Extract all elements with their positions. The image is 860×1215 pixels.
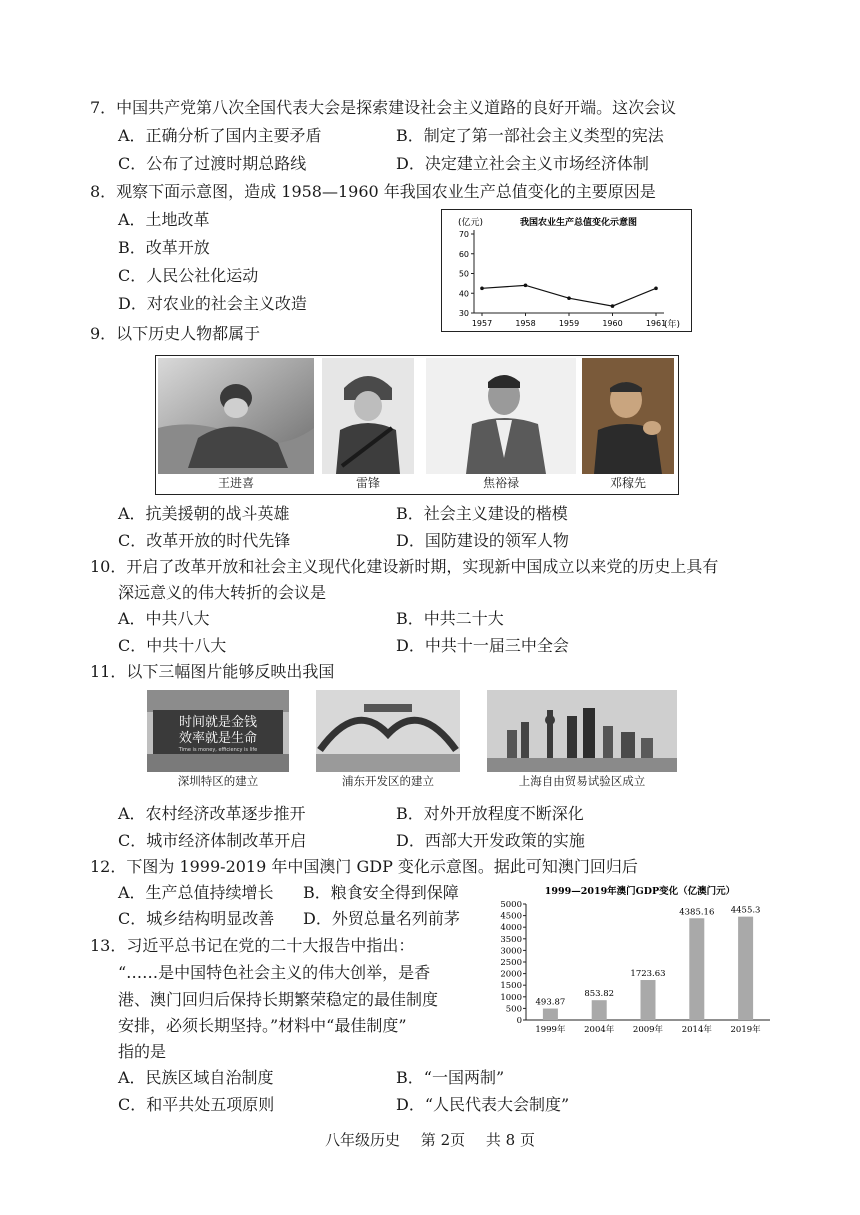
q8-option-d: D．对农业的社会主义改造 <box>118 294 307 313</box>
line-chart-x-tick-label: 1957 <box>471 319 493 328</box>
bar-chart-y-tick-label: 500 <box>505 1004 522 1015</box>
q13-option-d: D．“人民代表大会制度” <box>396 1095 570 1114</box>
q8-option-a: A．土地改革 <box>118 210 210 229</box>
q7-option-a: A．正确分析了国内主要矛盾 <box>118 126 322 145</box>
q12-option-c: C．城乡结构明显改善 <box>118 909 275 928</box>
q10-stem-line2: 深远意义的伟大转折的会议是 <box>118 583 327 602</box>
caption-deng-jiaxian: 邓稼先 <box>609 476 646 490</box>
q9-option-d: D．国防建设的领军人物 <box>396 531 569 550</box>
line-chart-y-tick-label: 40 <box>458 289 469 299</box>
wang-jinxi-photo <box>158 358 314 474</box>
q8-option-b: B．改革开放 <box>118 238 210 257</box>
bar-chart-y-tick-label: 1500 <box>500 981 522 992</box>
line-chart-series-line <box>482 285 656 306</box>
sign-text-line1: 时间就是金钱 <box>178 715 258 730</box>
sign-text-english: Time is money, efficiency is life <box>178 747 258 753</box>
bar-chart-value-label: 853.82 <box>584 989 615 1000</box>
page-footer <box>0 1129 860 1150</box>
bar-chart-y-tick-label: 3500 <box>500 934 522 945</box>
bar-chart-category-label: 2004年 <box>584 1025 615 1035</box>
bar-chart-y-tick-label: 4000 <box>500 923 522 934</box>
q8-stem: 8．观察下面示意图，造成 1958—1960 年我国农业生产总值变化的主要原因是 <box>90 182 656 201</box>
line-chart-y-tick-label: 60 <box>458 249 469 259</box>
bar-chart-category-label: 1999年 <box>535 1025 566 1035</box>
agri-output-chart <box>441 209 692 332</box>
bar-chart-bar <box>689 918 704 1020</box>
bar-chart-y-tick-label: 0 <box>516 1016 522 1026</box>
bar-chart-value-label: 493.87 <box>535 997 566 1008</box>
footer-total-pages: 共 8 页 <box>485 1131 535 1149</box>
line-chart-xlabel: (年) <box>664 320 681 330</box>
bar-chart-category-label: 2014年 <box>681 1025 712 1035</box>
q12-option-d: D．外贸总量名列前茅 <box>303 909 460 928</box>
line-chart-point <box>567 296 571 300</box>
q13-option-a: A．民族区域自治制度 <box>118 1068 274 1087</box>
q9-stem: 9．以下历史人物都属于 <box>90 324 261 343</box>
q13-option-b: B．“一国两制” <box>396 1068 505 1087</box>
sign-text-line2: 效率就是生命 <box>178 731 258 746</box>
line-chart-point <box>524 284 528 288</box>
bar-chart-value-label: 4455.3 <box>730 905 761 916</box>
lei-feng-photo <box>322 358 414 474</box>
q10-option-c: C．中共十八大 <box>118 636 227 655</box>
bar-chart-bar <box>592 1000 607 1020</box>
bar-chart-y-tick-label: 5000 <box>500 900 522 910</box>
caption-shanghai-ftz: 上海自由贸易试验区成立 <box>518 774 646 788</box>
footer-subject: 八年级历史 <box>325 1131 401 1149</box>
q10-option-a: A．中共八大 <box>118 609 210 628</box>
q13-option-c: C．和平共处五项原则 <box>118 1095 275 1114</box>
q13-stem-line4: 安排，必须长期坚持。”材料中“最佳制度” <box>118 1016 407 1035</box>
caption-pudong: 浦东开发区的建立 <box>342 774 434 788</box>
line-chart-point <box>611 304 615 308</box>
line-chart-x-tick-label: 1960 <box>602 319 623 328</box>
line-chart-point <box>654 287 658 291</box>
caption-jiao-yulu: 焦裕禄 <box>482 476 519 490</box>
bar-chart-bar <box>738 917 753 1020</box>
bar-chart-y-tick-label: 2000 <box>500 969 522 980</box>
deng-jiaxian-photo <box>582 358 674 474</box>
line-chart-title: 我国农业生产总值变化示意图 <box>520 218 638 228</box>
q13-stem-line5: 指的是 <box>118 1042 167 1061</box>
bar-chart-title: 1999—2019年澳门GDP变化（亿澳门元） <box>544 886 736 897</box>
footer-page-number: 第 2页 <box>420 1131 466 1149</box>
q13-stem-line3: 港、澳门回归后保持长期繁荣稳定的最佳制度 <box>118 990 439 1009</box>
bar-chart-bar <box>641 980 656 1020</box>
line-chart-x-tick-label: 1959 <box>558 319 580 328</box>
q7-option-d: D．决定建立社会主义市场经济体制 <box>396 154 649 173</box>
jiao-yulu-photo <box>426 358 576 474</box>
pudong-arch-photo <box>316 690 460 772</box>
bar-chart-category-label: 2019年 <box>730 1025 761 1035</box>
q7-option-b: B．制定了第一部社会主义类型的宪法 <box>396 126 664 145</box>
bar-chart-y-tick-label: 4500 <box>500 911 522 922</box>
q13-stem-line2: “……是中国特色社会主义的伟大创举，是香 <box>118 963 431 982</box>
q11-option-c: C．城市经济体制改革开启 <box>118 831 307 850</box>
bar-chart-bar <box>543 1009 558 1020</box>
bar-chart-value-label: 4385.16 <box>679 907 715 918</box>
q10-option-d: D．中共十一届三中全会 <box>396 636 569 655</box>
shenzhen-sign-photo <box>147 690 289 772</box>
line-chart-y-tick-label: 70 <box>458 230 469 239</box>
caption-lei-feng: 雷锋 <box>355 476 380 490</box>
q12-option-a: A．生产总值持续增长 <box>118 883 274 902</box>
bar-chart-value-label: 1723.63 <box>630 969 666 980</box>
q9-option-c: C．改革开放的时代先锋 <box>118 531 291 550</box>
q10-stem-line1: 10．开启了改革开放和社会主义现代化建设新时期，实现新中国成立以来党的历史上具有 <box>90 557 719 576</box>
caption-shenzhen: 深圳特区的建立 <box>177 774 259 788</box>
q10-option-b: B．中共二十大 <box>396 609 504 628</box>
q11-stem: 11．以下三幅图片能够反映出我国 <box>90 662 335 681</box>
q12-stem: 12．下图为 1999-2019 年中国澳门 GDP 变化示意图。据此可知澳门回归后 <box>90 857 638 876</box>
line-chart-point <box>480 287 484 291</box>
q9-option-a: A．抗美援朝的战斗英雄 <box>118 504 290 523</box>
q11-option-a: A．农村经济改革逐步推开 <box>118 804 306 823</box>
q11-option-d: D．西部大开发政策的实施 <box>396 831 585 850</box>
q7-stem: 7．中国共产党第八次全国代表大会是探索建设社会主义道路的良好开端。这次会议 <box>90 98 677 117</box>
q11-option-b: B．对外开放程度不断深化 <box>396 804 584 823</box>
line-chart-x-tick-label: 1958 <box>515 319 536 328</box>
q12-option-b: B．粮食安全得到保障 <box>303 883 459 902</box>
bar-chart-y-tick-label: 1000 <box>500 992 522 1003</box>
line-chart-y-tick-label: 50 <box>458 269 469 279</box>
q9-photo-strip <box>155 355 679 495</box>
bar-chart-y-tick-label: 2500 <box>500 958 522 968</box>
q9-option-b: B．社会主义建设的楷模 <box>396 504 568 523</box>
bar-chart-y-tick-label: 3000 <box>500 946 522 957</box>
agri-output-line-chart-svg <box>442 210 691 331</box>
line-chart-ylabel: (亿元) <box>458 218 484 228</box>
line-chart-y-tick-label: 30 <box>458 309 469 318</box>
q8-option-c: C．人民公社化运动 <box>118 266 259 285</box>
macau-gdp-bar-chart-svg <box>488 880 778 1042</box>
caption-wang-jinxi: 王进喜 <box>217 476 254 490</box>
shanghai-skyline-photo <box>487 690 677 772</box>
q13-stem-line1: 13．习近平总书记在党的二十大报告中指出： <box>90 936 415 955</box>
line-chart-x-tick-label: 1961 <box>645 319 667 328</box>
bar-chart-category-label: 2009年 <box>632 1025 664 1035</box>
q7-option-c: C．公布了过渡时期总路线 <box>118 154 307 173</box>
